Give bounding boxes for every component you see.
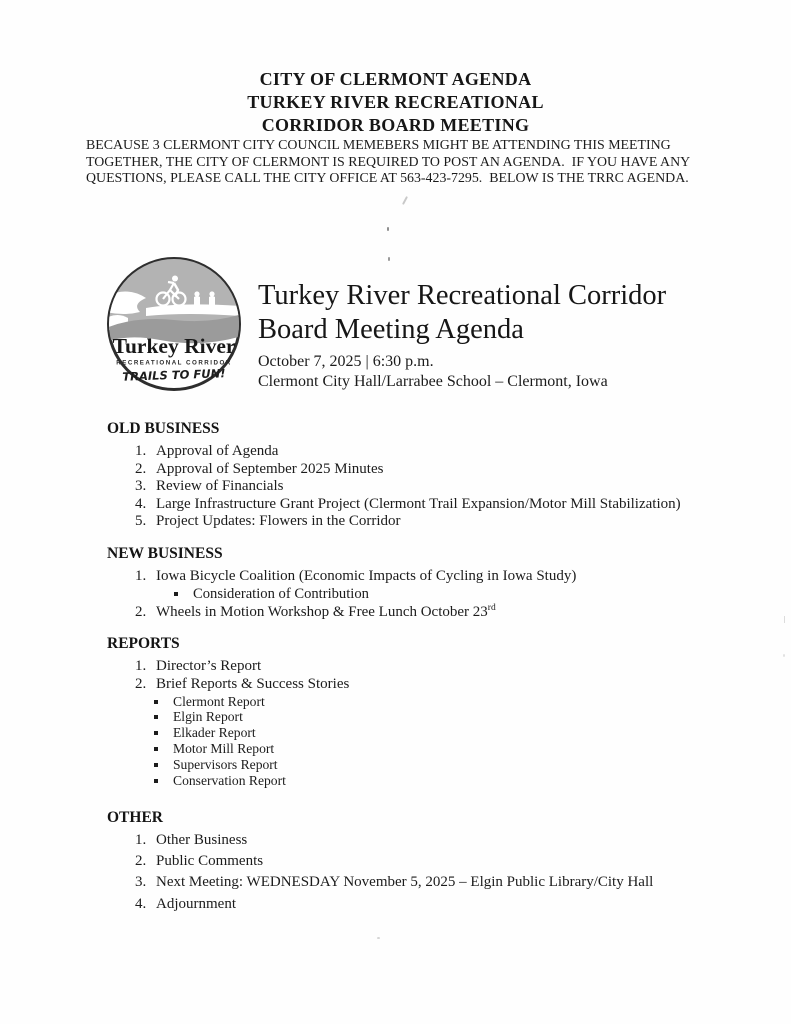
agenda-item-text: Adjournment <box>156 895 236 912</box>
meeting-title-line-2: Board Meeting Agenda <box>258 314 524 345</box>
section-heading: NEW BUSINESS <box>107 544 223 562</box>
agenda-item <box>150 568 755 603</box>
sub-item-list <box>156 694 755 789</box>
posting-notice <box>86 138 714 188</box>
section-heading: REPORTS <box>107 635 180 653</box>
agenda-sub-item: ▪ Elgin Report <box>169 709 755 725</box>
header-line-2: TURKEY RIVER RECREATIONAL <box>247 92 544 112</box>
scan-artifact <box>783 654 785 657</box>
agenda-item-text: Large Infrastructure Grant Project (Clermont Trail Expansion/Motor Mill Stabilization) <box>156 495 681 512</box>
section-item-list <box>107 568 755 621</box>
notice-line: BECAUSE 3 CLERMONT CITY COUNCIL MEMEBERS MIGHT BE ATTENDING THIS MEETING <box>86 138 671 153</box>
agenda-item-text: Wheels in Motion Workshop & Free Lunch October 23 <box>156 603 488 620</box>
agenda-sub-item: ▪ Elkader Report <box>169 725 755 741</box>
agenda-item <box>150 676 755 789</box>
agenda-item-text: Next Meeting: WEDNESDAY November 5, 2025 – Elgin Public Library/City Hall <box>156 874 654 891</box>
section-heading: OTHER <box>107 808 163 826</box>
section-heading: OLD BUSINESS <box>107 420 220 437</box>
agenda-item-text: Iowa Bicycle Coalition (Economic Impacts of Cycling in Iowa Study) <box>156 567 577 584</box>
agenda-item <box>150 896 755 914</box>
agenda-item <box>150 853 755 871</box>
agenda-item <box>150 874 755 892</box>
section-reports <box>107 635 755 789</box>
agenda-item-text: Review of Financials <box>156 478 284 495</box>
logo-illustration <box>102 252 246 396</box>
section-new-business <box>107 545 755 621</box>
scan-artifact <box>387 227 389 231</box>
agenda-sub-item: ▪ Clermont Report <box>169 694 755 710</box>
agenda-item-text: Public Comments <box>156 853 264 870</box>
agenda-sections <box>107 406 755 917</box>
section-old-business <box>107 420 755 531</box>
section-item-list <box>107 443 755 531</box>
meeting-datetime: October 7, 2025 | 6:30 p.m. <box>258 353 434 370</box>
section-item-list <box>107 658 755 789</box>
section-item-list <box>107 832 755 913</box>
agenda-item-text: Approval of September 2025 Minutes <box>156 460 384 477</box>
scan-artifact <box>784 616 785 623</box>
logo-name: Turkey River <box>112 334 236 358</box>
agenda-item-text: Director’s Report <box>156 658 262 675</box>
scan-artifact <box>402 196 408 205</box>
scan-artifact <box>388 257 390 261</box>
agenda-item <box>150 513 755 531</box>
meeting-location: Clermont City Hall/Larrabee School – Clermont, Iowa <box>258 373 608 390</box>
agenda-item <box>150 461 755 479</box>
agenda-item <box>150 443 755 461</box>
agenda-sub-item: ▪ Conservation Report <box>169 773 755 789</box>
agenda-item <box>150 832 755 850</box>
document-header <box>0 68 791 137</box>
agenda-item <box>150 604 755 622</box>
header-line-1: CITY OF CLERMONT AGENDA <box>259 69 532 89</box>
meeting-title-block <box>258 279 758 392</box>
notice-line: QUESTIONS, PLEASE CALL THE CITY OFFICE AT 563-423-7295. BELOW IS THE TRRC AGENDA. <box>86 171 689 187</box>
agenda-item <box>150 478 755 496</box>
logo-art <box>106 256 242 343</box>
section-other <box>107 809 755 913</box>
agenda-sub-item: ▪ Supervisors Report <box>169 757 755 773</box>
ordinal-superscript: rd <box>487 602 496 613</box>
notice-line: TOGETHER, THE CITY OF CLERMONT IS REQUIRED TO POST AN AGENDA. IF YOU HAVE ANY <box>86 154 691 170</box>
agenda-item-text: Approval of Agenda <box>156 443 279 459</box>
turkey-river-logo <box>102 252 246 396</box>
agenda-item-text: Project Updates: Flowers in the Corridor <box>156 513 401 530</box>
agenda-item <box>150 658 755 676</box>
agenda-item-text: Other Business <box>156 831 248 848</box>
meeting-title-line-1: Turkey River Recreational Corridor <box>258 280 667 311</box>
logo-tagline: TRAILS TO FUN! <box>122 366 226 384</box>
sub-item-list <box>156 586 755 603</box>
logo-subtitle: RECREATIONAL CORRIDOR <box>116 359 232 367</box>
agenda-sub-item: ▪ Consideration of Contribution <box>189 586 755 603</box>
agenda-sub-item: ▪ Motor Mill Report <box>169 741 755 757</box>
agenda-item-text: Brief Reports & Success Stories <box>156 675 350 692</box>
header-line-3: CORRIDOR BOARD MEETING <box>261 115 530 135</box>
agenda-item <box>150 496 755 514</box>
scan-artifact <box>377 937 380 939</box>
